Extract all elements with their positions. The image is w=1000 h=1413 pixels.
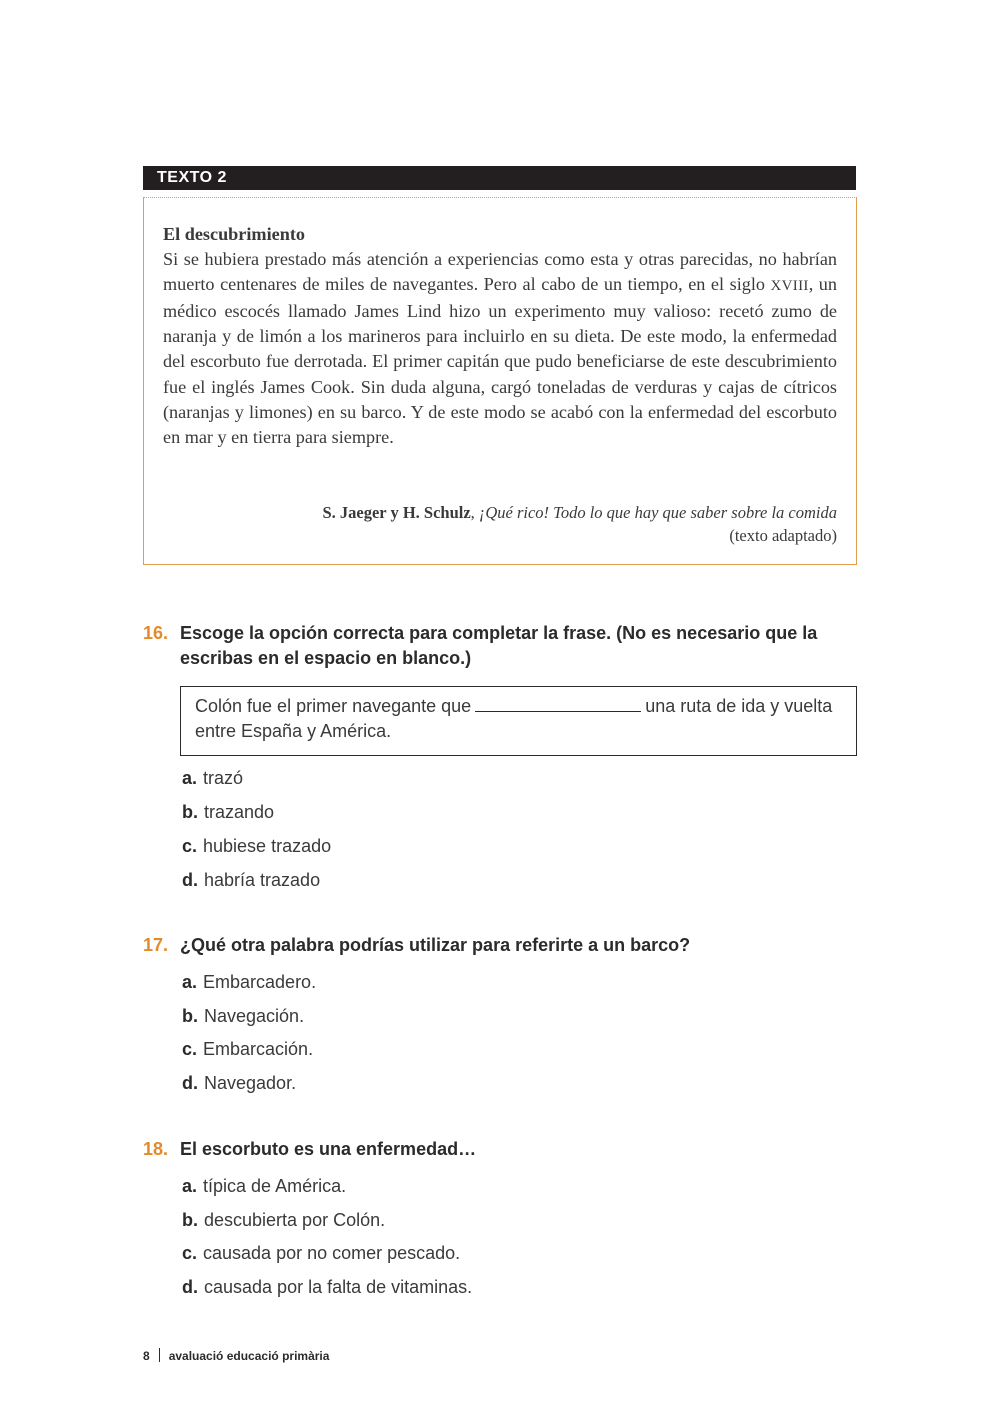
page-number: 8	[143, 1349, 150, 1363]
page-footer	[143, 1348, 329, 1364]
question-17-title	[143, 933, 863, 958]
question-16-title	[143, 621, 863, 671]
option-text: Embarcación.	[203, 1039, 314, 1059]
option-17-a[interactable]	[182, 971, 316, 993]
question-number: 17.	[143, 935, 169, 955]
option-letter: b.	[182, 802, 198, 822]
option-letter: c.	[182, 1243, 198, 1263]
reading-body	[163, 247, 837, 450]
option-18-c[interactable]	[182, 1242, 460, 1264]
option-text: descubierta por Colón.	[204, 1210, 386, 1230]
option-18-a[interactable]	[182, 1175, 346, 1197]
option-16-a[interactable]	[182, 767, 243, 789]
option-text: habría trazado	[204, 870, 321, 890]
question-text: Escoge la opción correcta para completar la frase. (No es necesario que la escribas en el espacio en blanco.)	[180, 623, 818, 668]
option-text: Navegación.	[204, 1006, 305, 1026]
option-letter: d.	[182, 1073, 198, 1093]
sentence-box	[180, 686, 857, 756]
option-letter: c.	[182, 836, 198, 856]
blank-line	[475, 696, 641, 712]
option-16-c[interactable]	[182, 835, 331, 857]
option-18-b[interactable]	[182, 1209, 385, 1231]
option-letter: a.	[182, 768, 198, 788]
question-text: El escorbuto es una enfermedad…	[180, 1139, 477, 1159]
option-letter: a.	[182, 972, 198, 992]
text-header: TEXTO 2	[143, 166, 856, 190]
question-number: 16.	[143, 623, 169, 643]
option-text: causada por la falta de vitaminas.	[204, 1277, 473, 1297]
option-17-c[interactable]	[182, 1038, 313, 1060]
option-text: hubiese trazado	[203, 836, 332, 856]
footer-divider	[159, 1348, 160, 1362]
option-letter: b.	[182, 1006, 198, 1026]
question-18-title	[143, 1137, 863, 1162]
reading-title: El descubrimiento	[163, 224, 305, 244]
reading-century: XVIII	[770, 278, 809, 295]
source-note: (texto adaptado)	[729, 526, 837, 545]
option-16-b[interactable]	[182, 801, 274, 823]
source-authors: S. Jaeger y H. Schulz	[322, 503, 471, 522]
option-letter: d.	[182, 870, 198, 890]
option-text: trazó	[203, 768, 244, 788]
option-letter: b.	[182, 1210, 198, 1230]
reading-content	[163, 222, 837, 450]
option-text: típica de América.	[203, 1176, 347, 1196]
question-number: 18.	[143, 1139, 169, 1159]
option-letter: c.	[182, 1039, 198, 1059]
option-text: trazando	[204, 802, 275, 822]
sentence-start: Colón fue el primer navegante que	[195, 696, 472, 716]
footer-label: avaluació educació primària	[168, 1349, 330, 1363]
reading-source: S. Jaeger y H. Schulz, ¡Qué rico! Todo lo que hay que saber sobre la comida (texto adaptado)	[322, 503, 837, 545]
sentence-end: una ruta de ida y vuelta entre España y América.	[195, 696, 833, 741]
reading-body-start: Si se hubiera prestado más atención a experiencias como esta y otras parecidas, no habrían muerto centenares de miles de navegantes. Pero al cabo de un tiempo, en el siglo	[163, 249, 837, 295]
source-book: ¡Qué rico! Todo lo que hay que saber sobre la comida	[478, 503, 837, 522]
option-18-d[interactable]	[182, 1276, 472, 1298]
question-text: ¿Qué otra palabra podrías utilizar para referirte a un barco?	[180, 935, 691, 955]
option-16-d[interactable]	[182, 869, 320, 891]
option-text: Navegador.	[204, 1073, 297, 1093]
option-text: Embarcadero.	[203, 972, 317, 992]
reading-box	[143, 197, 857, 565]
option-text: causada por no comer pescado.	[203, 1243, 461, 1263]
reading-body-end: , un médico escocés llamado James Lind hizo un experimento muy valioso: recetó zumo de naranja y de limón a los marineros para incluirlo en su dieta. De este modo, la enfermedad del escorbuto fue derrotada. El primer capitán que pudo beneficiarse de este descubrimiento fue el inglés James Cook. Sin duda alguna, cargó toneladas de verduras y cajas de cítricos (naranjas y limones) en su barco. Y de este modo se acabó con la enfermedad del escorbuto en mar y en tierra para siempre.	[163, 274, 837, 447]
option-17-d[interactable]	[182, 1072, 296, 1094]
option-17-b[interactable]	[182, 1005, 304, 1027]
option-letter: a.	[182, 1176, 198, 1196]
option-letter: d.	[182, 1277, 198, 1297]
